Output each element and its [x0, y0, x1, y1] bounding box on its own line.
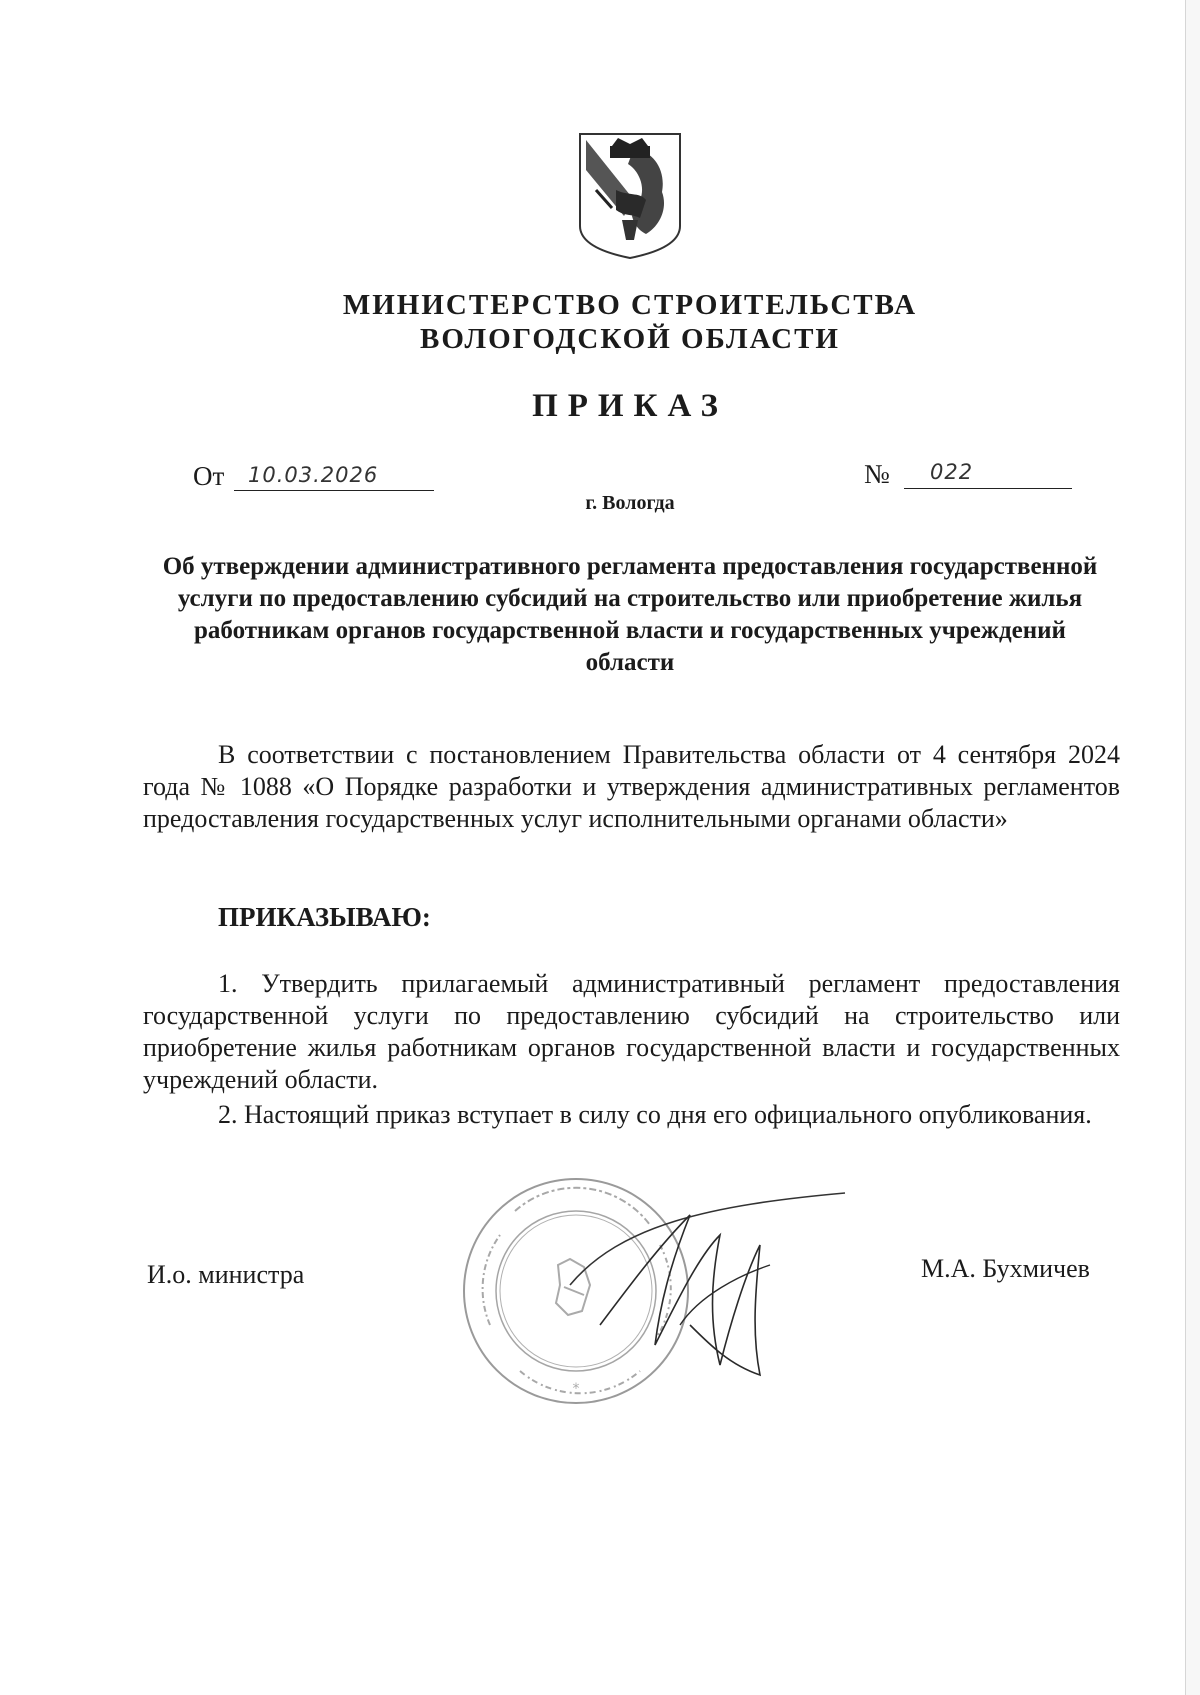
order-item-1: 1. Утвердить прилагаемый административный регламент предоставления государственной услуги по предоставлению субсидий на строительство или приобретение жилья работникам органов государственной власти и государственных учреждений области.	[143, 969, 1120, 1094]
date-label: От	[193, 461, 225, 491]
date-value: 10.03.2026	[248, 463, 379, 487]
svg-text:*: *	[572, 1381, 580, 1397]
number-value: 022	[930, 460, 974, 484]
signatory-position: И.о. министра	[147, 1260, 305, 1289]
ministry-name-line1: МИНИСТЕРСТВО СТРОИТЕЛЬСТВА	[342, 289, 918, 321]
preamble-paragraph: В соответствии с постановлением Правительства области от 4 сентября 2024 года № 1088 «О Порядке разработки и утверждения административных регламентов предоставления государственных услуг исполнительными органами области»	[143, 740, 1120, 833]
city-name: г. Вологда	[585, 492, 675, 514]
vologda-coat-of-arms-icon	[576, 130, 684, 262]
order-subject: Об утверждении административного регламента предоставления государственной услуги по предоставлению субсидий на строительство или приобретение жилья работникам органов государственной власти и государственных учреждений области	[162, 553, 1098, 676]
ministry-name-line2: ВОЛОГОДСКОЙ ОБЛАСТИ	[420, 323, 840, 355]
order-item-2: 2. Настоящий приказ вступает в силу со дня его официального опубликования.	[218, 1100, 1092, 1129]
decree-heading: ПРИКАЗЫВАЮ:	[218, 902, 431, 932]
page-edge	[1185, 0, 1200, 1695]
handwritten-signature-icon	[560, 1175, 850, 1405]
document-type-title: ПРИКАЗ	[532, 388, 728, 424]
number-label: №	[864, 459, 890, 489]
signatory-name: М.А. Бухмичев	[921, 1254, 1090, 1283]
